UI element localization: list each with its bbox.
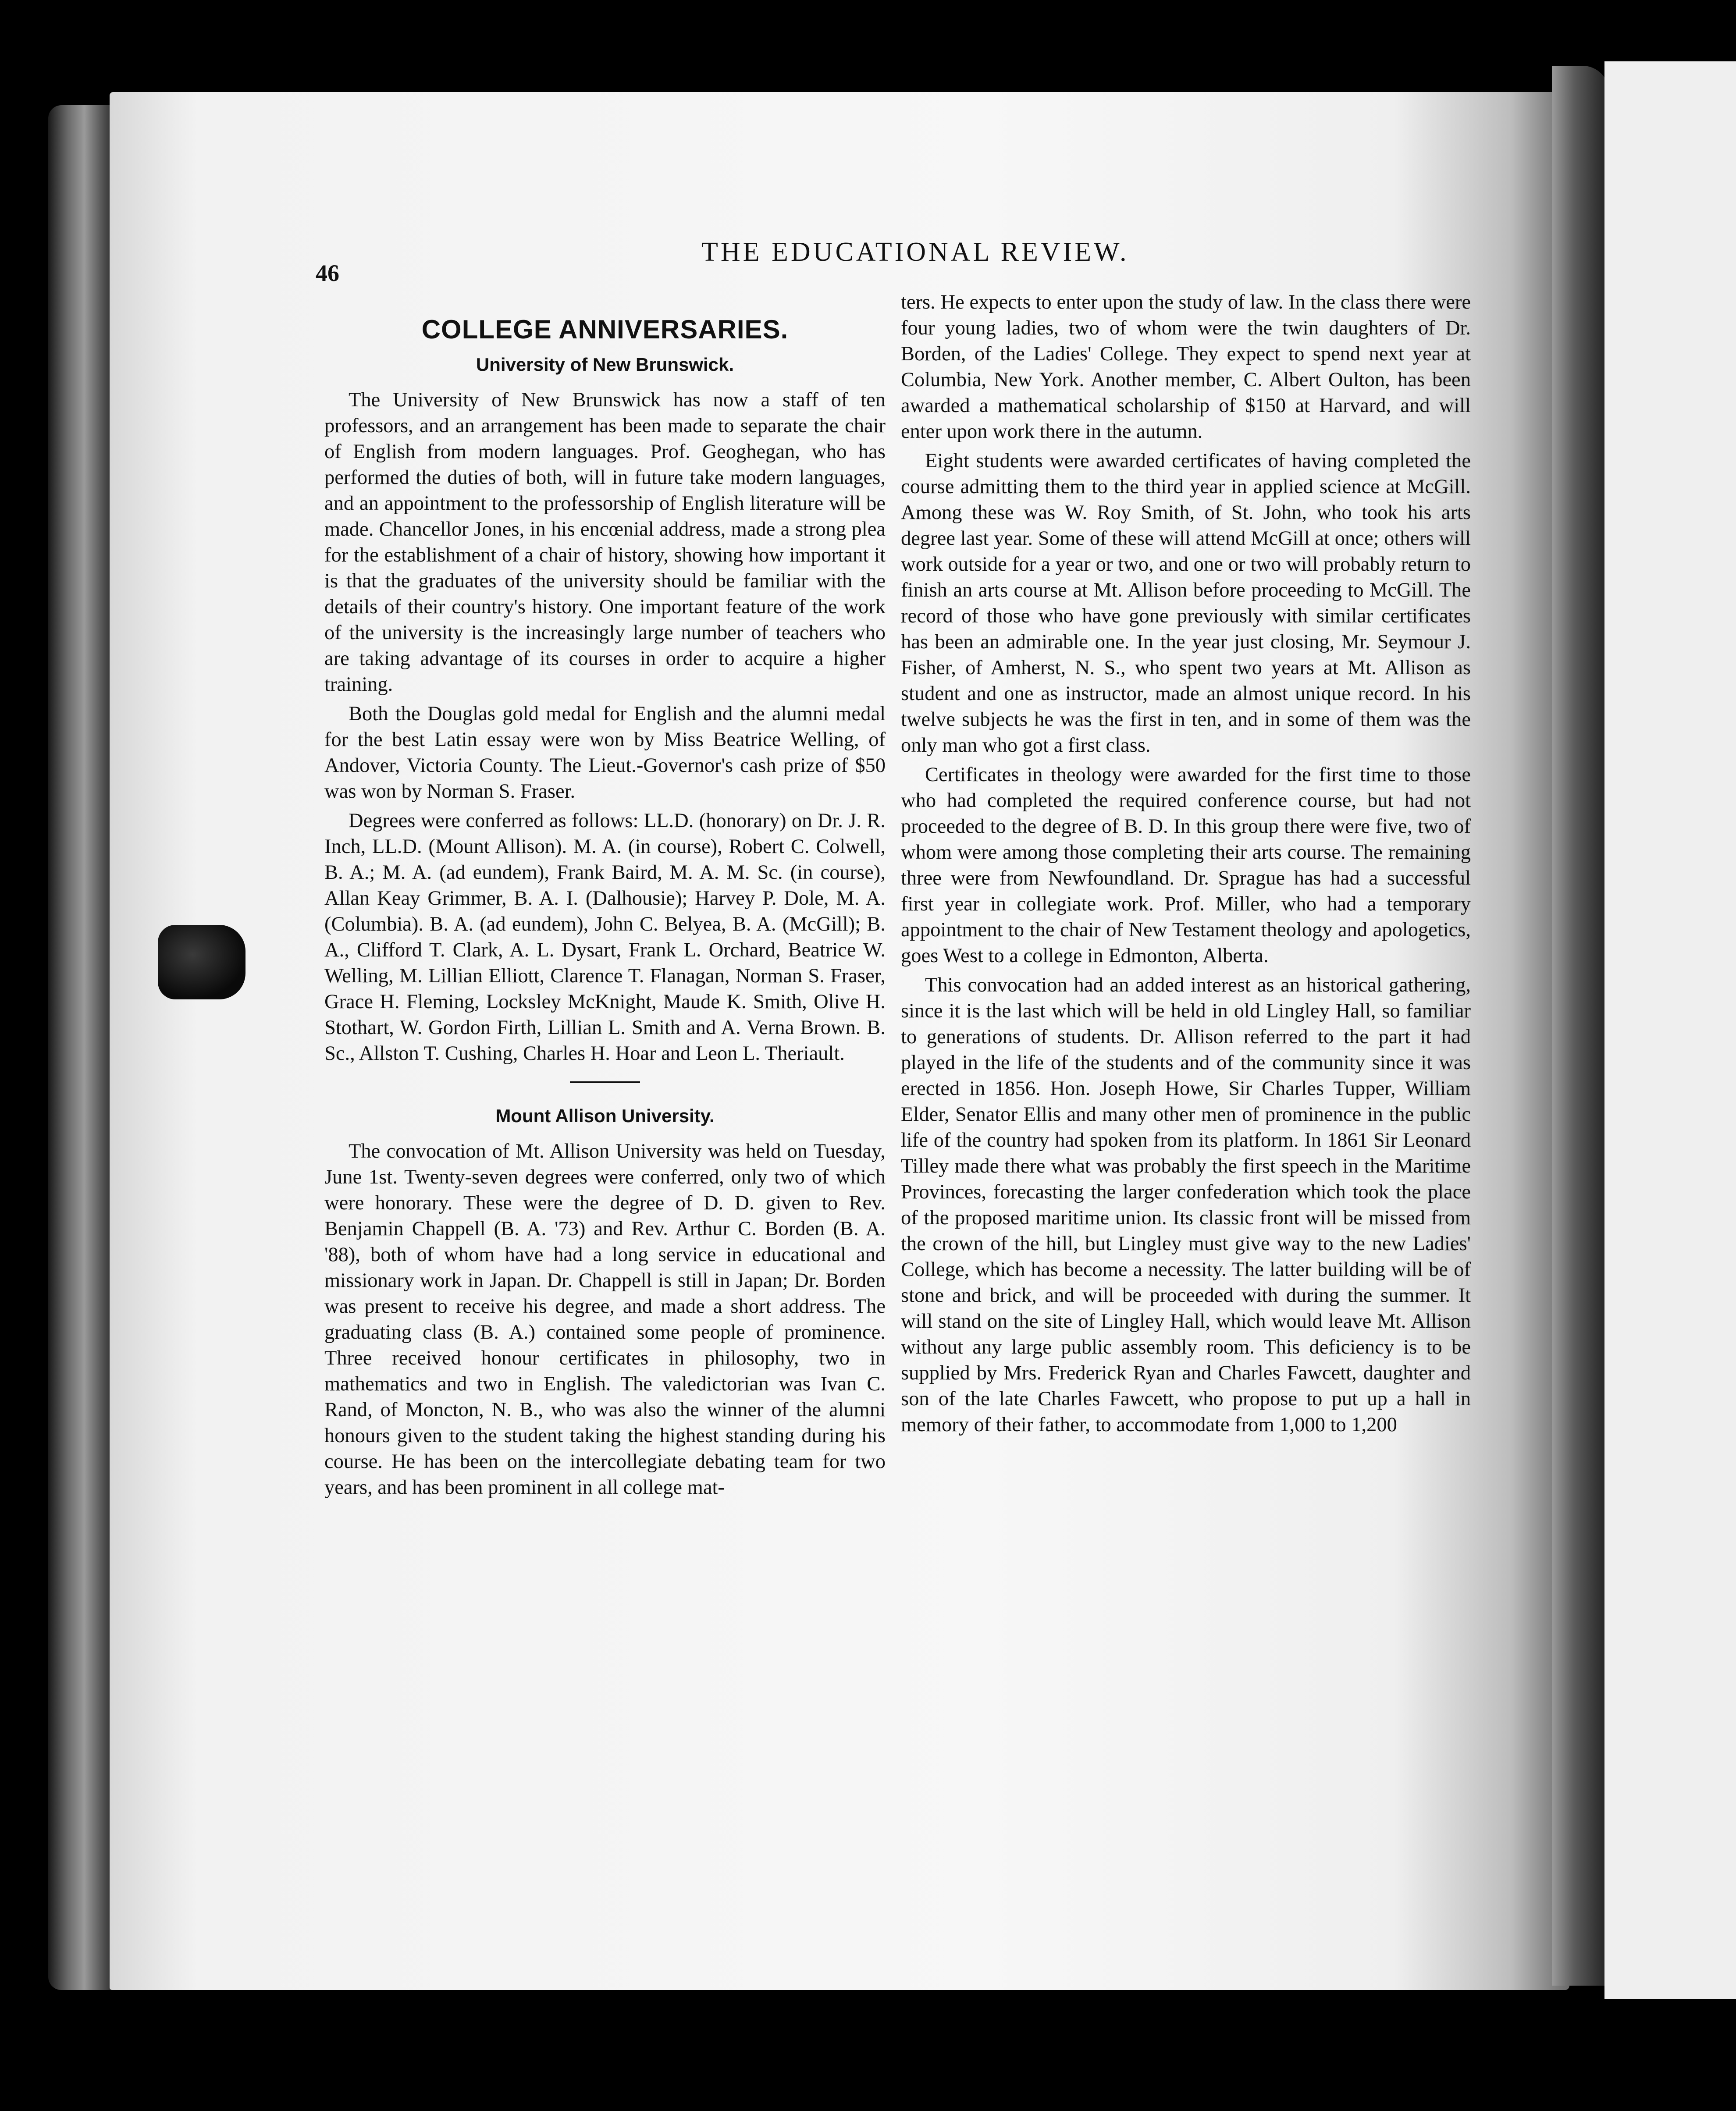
section-divider [570,1081,640,1083]
paragraph: Both the Douglas gold medal for English and the alumni medal for the best Latin essay were won by Miss Beatrice Welling, of Andover, Victoria County. The Lieut.-Governor's cash prize of $50 was won by Norman S. Fraser. [324,703,886,803]
facing-page-edge [1604,61,1736,1999]
page-number: 46 [316,260,339,286]
section-heading-mount-allison: Mount Allison University. [495,1105,715,1126]
running-head [316,237,1543,286]
book-gutter [1552,66,1609,1986]
book-page-edges [48,105,114,1990]
paragraph: Eight students were awarded certificates of having completed the course admitting them to the third year in applied science at McGill. Among these was W. Roy Smith, of St. John, who took his arts degree last year. Some of these will attend McGill at once; others will work outside for a year or two, and one or two will probably return to finish an arts course at Mt. Allison before proceeding to McGill. The record of those who have gone previously with similar certificates has been an admirable one. In the year just closing, Mr. Seymour J. Fisher, of Amherst, N. S., who spent two years at Mt. Allison as student and one as instructor, made an almost unique record. In his twelve subjects he was the first in ten, and in some of them was the only man who got a first class. [901,450,1471,757]
article-title: COLLEGE ANNIVERSARIES. [421,315,789,344]
section-heading-unb: University of New Brunswick. [476,354,734,375]
left-column [324,313,886,1504]
paragraph: The convocation of Mt. Allison University was held on Tuesday, June 1st. Twenty-seven degrees were conferred, only two of which were honorary. These were the degree of D. D. given to Rev. Benjamin Chappell (B. A. '73) and Rev. Arthur C. Borden (B. A. '88), both of whom have had a long service in educational and missionary work in Japan. Dr. Chappell is still in Japan; Dr. Borden was present to receive his degree, and made a short address. The graduating class (B. A.) contained some people of prominence. Three received honour certificates in philosophy, two in mathematics and two in English. The valedictorian was Ivan C. Rand, of Moncton, N. B., who was also the winner of the alumni honours given to the student taking the highest standing during his course. He has been on the intercollegiate debating team for two years, and has been prominent in all college mat- [324,1140,886,1499]
paragraph: ters. He expects to enter upon the study of law. In the class there were four young ladies, two of whom were the twin daughters of Dr. Borden, of the Ladies' College. They expect to spend next year at Columbia, New York. Another member, C. Albert Oulton, has been awarded a mathematical scholarship of $150 at Harvard, and will enter upon work there in the autumn. [901,291,1471,443]
page-clip [158,925,245,999]
paragraph: The University of New Brunswick has now a staff of ten professors, and an arrangement has been made to separate the chair of English from modern languages. Prof. Geoghegan, who has performed the duties of both, will in future take modern languages, and an appointment to the professorship of English literature will be made. Chancellor Jones, in his encœnial address, made a strong plea for the establishment of a chair of history, showing how important it is that the graduates of the university should be familiar with the details of their country's history. One important feature of the work of the university is the increasingly large number of teachers who are taking advantage of its courses in order to acquire a higher training. [324,389,886,696]
right-column [901,289,1471,1441]
paragraph: Certificates in theology were awarded for the first time to those who had completed the required conference course, but had not proceeded to the degree of B. D. In this group there were five, two of whom were among those completing their arts course. The remaining three were from Newfoundland. Dr. Sprague has had a successful first year in collegiate work. Prof. Miller, who had a temporary appointment to the chair of New Testament theology and apologetics, goes West to a college in Edmonton, Alberta. [901,764,1471,967]
paragraph: This convocation had an added interest as an historical gathering, since it is the last which will be held in old Lingley Hall, so familiar to generations of students. Dr. Allison referred to the part it had played in the life of the students and of the community since it was erected in 1856. Hon. Joseph Howe, Sir Charles Tupper, William Elder, Senator Ellis and many other men of prominence in the public life of the country had spoken from its platform. In 1861 Sir Leonard Tilley made there what was probably the first speech in the Maritime Provinces, forecasting the larger confederation which took the place of the proposed maritime union. Its classic front will be missed from the crown of the hill, but Lingley must give way to the new Ladies' College, which has become a necessity. The latter building will be of stone and brick, and will be proceeded with during the summer. It will stand on the site of Lingley Hall, which would leave Mt. Allison without any large public assembly room. This deficiency is to be supplied by Mrs. Frederick Ryan and Charles Fawcett, daughter and son of the late Charles Fawcett, who propose to put up a hall in memory of their father, to accommodate from 1,000 to 1,200 [901,974,1471,1436]
journal-title: THE EDUCATIONAL REVIEW. [701,237,1129,267]
paragraph: Degrees were conferred as follows: LL.D. (honorary) on Dr. J. R. Inch, LL.D. (Mount Allison). M. A. (in course), Robert C. Colwell, B. A.; M. A. (ad eundem), Frank Baird, M. A. M. Sc. (in course), Allan Keay Grimmer, B. A. I. (Dalhousie); Harvey P. Dole, M. A. (Columbia). B. A. (ad eundem), John C. Belyea, B. A. (McGill); B. A., Clifford T. Clark, A. L. Dysart, Frank L. Orchard, Beatrice W. Welling, M. Lillian Elliott, Clarence T. Flanagan, Norman S. Fraser, Grace H. Fleming, Locksley McKnight, Maude K. Smith, Olive H. Stothart, W. Gordon Firth, Lillian L. Smith and A. Verna Brown. B. Sc., Allston T. Cushing, Charles H. Hoar and Leon L. Theriault. [324,810,886,1065]
